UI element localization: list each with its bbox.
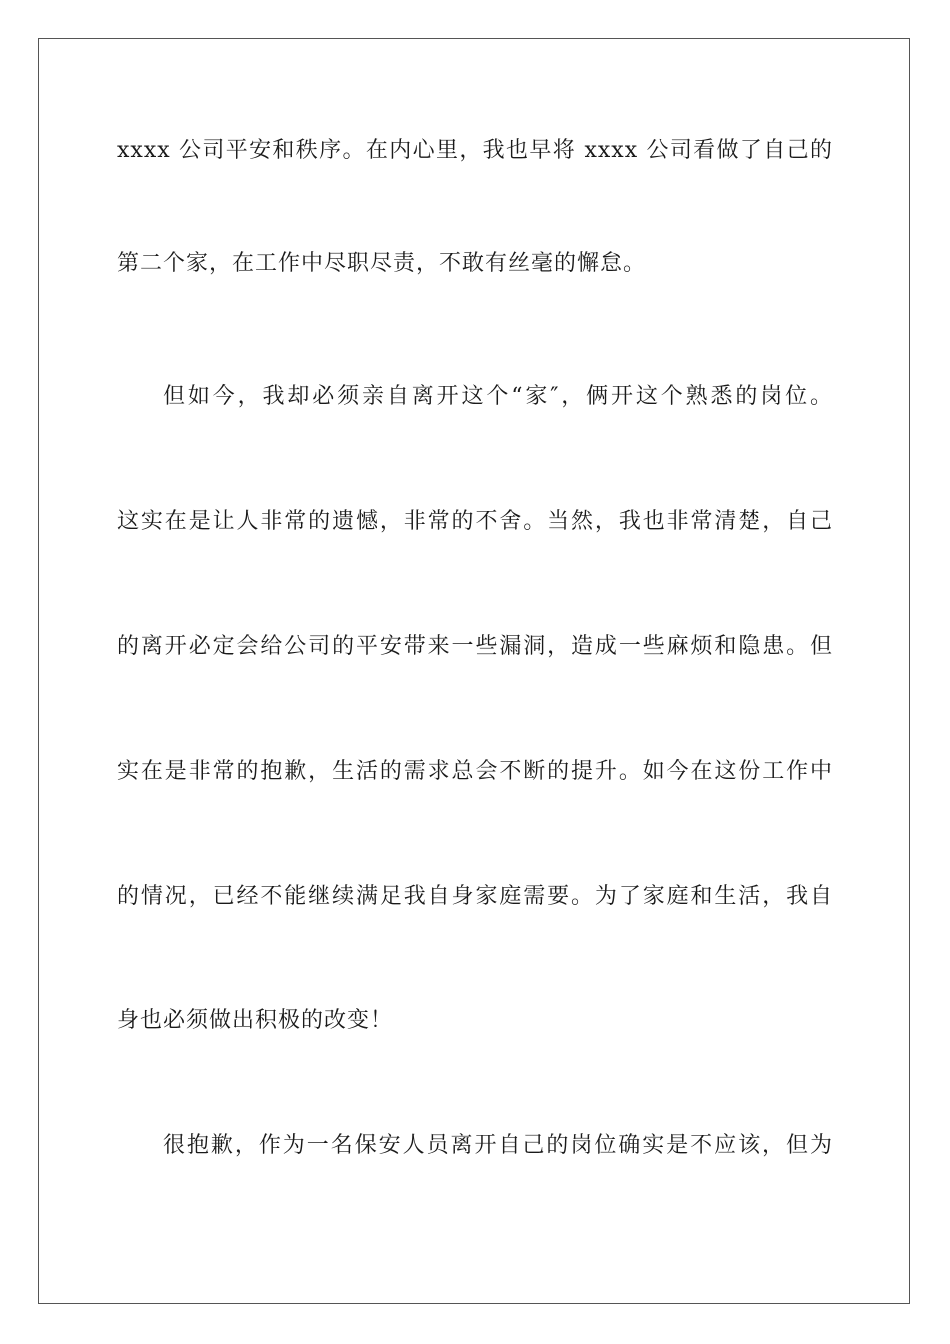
text-line-7: 的情况，已经不能继续满足我自身家庭需要。为了家庭和生活，我自 <box>117 884 833 909</box>
text-line-8: 身也必须做出积极的改变！ <box>117 1008 394 1033</box>
text-line-6: 实在是非常的抱歉，生活的需求总会不断的提升。如今在这份工作中 <box>117 759 833 784</box>
text-line-3: 但如今，我却必须亲自离开这个“家″，俩开这个熟悉的岗位。 <box>163 384 833 409</box>
text-line-4: 这实在是让人非常的遗憾，非常的不舍。当然，我也非常清楚，自己 <box>117 509 833 534</box>
text-line-9: 很抱歉，作为一名保安人员离开自己的岗位确实是不应该，但为 <box>163 1133 833 1158</box>
page-border <box>38 38 910 1304</box>
text-line-2: 第二个家，在工作中尽职尽责，不敢有丝毫的懈怠。 <box>117 251 647 276</box>
text-line-1: xxxx 公司平安和秩序。在内心里，我也早将 xxxx 公司看做了自己的 <box>117 138 833 163</box>
text-line-5: 的离开必定会给公司的平安带来一些漏洞，造成一些麻烦和隐患。但 <box>117 634 833 659</box>
